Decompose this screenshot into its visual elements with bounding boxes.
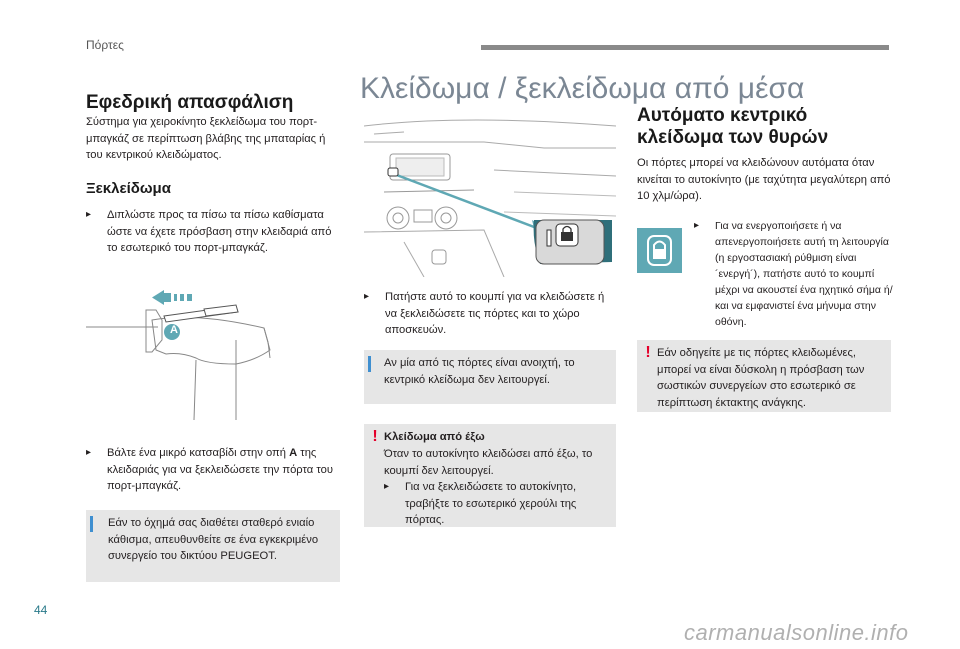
warning-exclamation-icon: ! [645, 344, 651, 361]
bullet-text-start: Βάλτε ένα μικρό κατσαβίδι στην οπή [107, 447, 290, 459]
warning-note-title: Κλείδωμα από έξω [384, 431, 485, 443]
list-item [694, 218, 894, 330]
bullet-text [107, 445, 340, 495]
section-header: Πόρτες [86, 38, 124, 52]
info-note [364, 350, 616, 404]
unlock-subtitle: Ξεκλείδωμα [86, 180, 171, 197]
info-marker-icon [368, 356, 371, 372]
bullet-text: Για να ενεργοποιήσετε ή να απενεργοποιήσετε αυτή τη λειτουργία (η εργοστασιακή ρύθμιση είναι ´ενεργή´), πατήστε αυτό το κουμπί μέχρι να ακουστεί ένα ηχητικό σήμα ή/και να εμφανιστεί ένα μήνυμα στην οθόνη. [715, 220, 893, 328]
warning-note-text: Όταν το αυτοκίνητο κλειδώσει από έξω, το κουμπί δεν λειτουργεί. [384, 448, 593, 477]
info-marker-icon [90, 516, 93, 532]
auto-lock-intro: Οι πόρτες μπορεί να κλειδώνουν αυτόματα όταν κινείται το αυτοκίνητο (με ταχύτητα μεγαλύτερη από 10 χλμ/ώρα). [637, 157, 891, 202]
auto-lock-title [637, 105, 828, 149]
figure-label-a: A [170, 324, 178, 336]
watermark: carmanualsonline.info [684, 620, 909, 645]
warning-note [637, 340, 891, 412]
arrow-bullet-icon: ▸ [364, 291, 370, 302]
warning-note [364, 424, 616, 527]
dashboard-illustration [364, 112, 616, 277]
bullet-text: Διπλώστε προς τα πίσω τα πίσω καθίσματα ώστε να έχετε πρόσβαση στην κλειδαριά από το εσωτερικό του πορτ-μπαγκάζ. [107, 209, 332, 254]
arrow-bullet-icon: ▸ [86, 209, 92, 220]
padlock-icon [637, 228, 682, 273]
bullet-text: Για να ξεκλειδώσετε το αυτοκίνητο, τραβήξτε το εσωτερικό χερούλι της πόρτας. [405, 481, 577, 526]
page-number: 44 [34, 603, 48, 617]
header-divider [481, 45, 889, 50]
arrow-bullet-icon: ▸ [86, 447, 92, 458]
list-item [364, 289, 616, 343]
list-item [86, 207, 340, 261]
page-title: Κλείδωμα / ξεκλείδωμα από μέσα [360, 72, 805, 105]
list-item [384, 479, 612, 526]
info-note [86, 510, 340, 582]
info-note-text: Αν μία από τις πόρτες είναι ανοιχτή, το κεντρικό κλείδωμα δεν λειτουργεί. [384, 357, 575, 386]
list-item [86, 445, 340, 499]
arrow-bullet-icon: ▸ [694, 220, 700, 231]
boot-lock-illustration [86, 280, 346, 430]
auto-lock-title-line1: Αυτόματο κεντρικό [637, 105, 808, 126]
bullet-text-end: της κλειδαριάς για να ξεκλειδώσετε την πόρτα του πορτ-μπαγκάζ. [107, 447, 333, 492]
bullet-text: Πατήστε αυτό το κουμπί για να κλειδώσετε ή να ξεκλειδώσετε τις πόρτες και το χώρο αποσκευών. [385, 291, 605, 336]
warning-exclamation-icon: ! [372, 428, 378, 445]
emergency-unlock-title: Εφεδρική απασφάλιση [86, 92, 294, 113]
emergency-unlock-intro: Σύστημα για χειροκίνητο ξεκλείδωμα του πορτ-μπαγκάζ σε περίπτωση βλάβης της μπαταρίας ή του κεντρικού κλειδώματος. [86, 116, 326, 161]
bullet-text-bold: A [289, 447, 298, 459]
info-note-text: Εάν το όχημά σας διαθέτει σταθερό ενιαίο κάθισμα, απευθυνθείτε σε ένα εγκεκριμένο συνεργείο του δικτύου PEUGEOT. [108, 517, 319, 562]
auto-lock-title-line2: κλείδωμα των θυρών [637, 127, 829, 148]
warning-note-text: Εάν οδηγείτε με τις πόρτες κλειδωμένες, μπορεί να είναι δύσκολη η πρόσβαση των σωστικών συνεργείων στο εσωτερικό σε περίπτωση έκτακτης ανάγκης. [657, 347, 865, 409]
arrow-bullet-icon: ▸ [384, 481, 390, 492]
